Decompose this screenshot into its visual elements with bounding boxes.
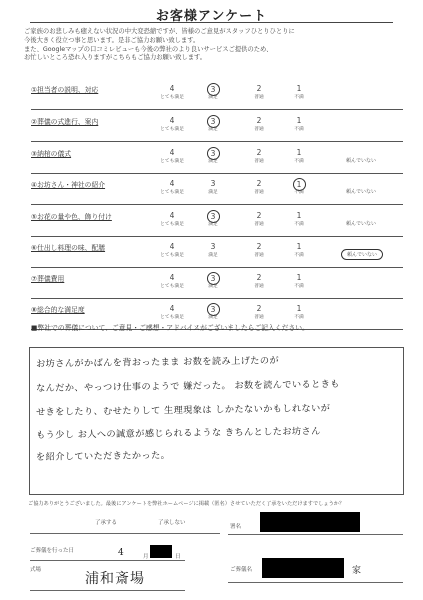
question-divider bbox=[31, 141, 403, 142]
rating-option[interactable] bbox=[193, 241, 233, 259]
not-requested-option[interactable]: 頼んでいない bbox=[345, 221, 376, 227]
rating-option[interactable] bbox=[239, 178, 279, 196]
rating-number: 3 bbox=[207, 83, 220, 96]
rating-option[interactable] bbox=[239, 303, 279, 321]
rating-label: とても満足 bbox=[160, 95, 184, 100]
rating-option[interactable] bbox=[279, 303, 319, 321]
rating-number: 1 bbox=[296, 304, 302, 313]
rating-option[interactable] bbox=[152, 178, 192, 196]
day-redaction bbox=[150, 545, 172, 558]
rating-label: 普通 bbox=[254, 222, 264, 227]
rating-number: 2 bbox=[256, 304, 262, 313]
rating-label: とても満足 bbox=[160, 159, 184, 164]
question-label: ⑥仕出し料理の味、配膳 bbox=[31, 244, 106, 252]
rating-option[interactable] bbox=[239, 210, 279, 228]
rating-label: 不満 bbox=[294, 95, 304, 100]
comment-box bbox=[29, 347, 404, 495]
rating-number: 2 bbox=[256, 148, 262, 157]
comment-section-title: ■弊社での葬儀について、ご意見・ご感想・アドバイスがございましたらご記入ください。 bbox=[31, 324, 309, 332]
rating-option[interactable] bbox=[193, 303, 233, 321]
question-label: ⑦葬儀費用 bbox=[31, 275, 65, 283]
rating-label: 普通 bbox=[254, 315, 264, 320]
rating-option[interactable] bbox=[193, 210, 233, 228]
rating-option[interactable] bbox=[193, 178, 233, 196]
consent-ng-label: 了承しない bbox=[158, 520, 186, 526]
question-label: ②葬儀の式進行、案内 bbox=[31, 118, 99, 126]
venue-underline bbox=[30, 590, 185, 591]
divider bbox=[30, 533, 220, 534]
rating-option[interactable] bbox=[152, 241, 192, 259]
question-divider bbox=[31, 173, 403, 174]
rating-label: 不満 bbox=[294, 190, 304, 195]
question-label: ⑧総合的な満足度 bbox=[31, 306, 85, 314]
consent-text: ご協力ありがとうございました。最後にアンケートを弊社ホームページに掲載（匿名）させていただく了承をいただけますでしょうか？ bbox=[28, 501, 345, 507]
venue-label: 式場 bbox=[30, 567, 42, 573]
intro-text bbox=[24, 28, 404, 63]
rating-number: 3 bbox=[207, 147, 220, 160]
rating-number: 1 bbox=[296, 242, 302, 251]
rating-option[interactable] bbox=[152, 147, 192, 165]
rating-number: 2 bbox=[256, 242, 262, 251]
rating-option[interactable] bbox=[279, 115, 319, 133]
rating-number: 4 bbox=[169, 242, 175, 251]
comment-line: せきをしたり、むせたりして 生理現象は しかたないかもしれないが bbox=[35, 402, 331, 419]
question-divider bbox=[31, 236, 403, 237]
rating-label: 不満 bbox=[294, 127, 304, 132]
question-divider bbox=[31, 267, 403, 268]
page-title: お客様アンケート bbox=[155, 9, 268, 24]
question-label: ③納棺の儀式 bbox=[31, 150, 72, 158]
rating-option[interactable] bbox=[193, 83, 233, 101]
rating-label: 普通 bbox=[254, 284, 264, 289]
question-label: ④お坊さん・神社の紹介 bbox=[31, 181, 106, 189]
rating-number: 1 bbox=[296, 116, 302, 125]
rating-label: 満足 bbox=[208, 284, 218, 289]
rating-label: 満足 bbox=[208, 190, 218, 195]
date-underline bbox=[30, 560, 185, 561]
rating-number: 2 bbox=[256, 84, 262, 93]
intro-line: お忙しいところ恐れ入りますがこちらもご協力お願い致します。 bbox=[24, 54, 207, 62]
rating-option[interactable] bbox=[239, 241, 279, 259]
rating-number: 4 bbox=[169, 304, 175, 313]
rating-label: 不満 bbox=[294, 222, 304, 227]
date-label: ご葬儀を行った日 bbox=[30, 548, 75, 554]
rating-number: 3 bbox=[207, 303, 220, 316]
name-label: 署名 bbox=[230, 524, 242, 530]
rating-number: 4 bbox=[169, 148, 175, 157]
question-divider bbox=[31, 204, 403, 205]
comment-line: なんだか、やっつけ仕事のようで 嫌だった。 お数を読んでいるときも bbox=[35, 378, 340, 395]
rating-number: 2 bbox=[256, 211, 262, 220]
rating-option[interactable] bbox=[279, 241, 319, 259]
chief-underline bbox=[228, 582, 403, 583]
rating-option[interactable] bbox=[152, 83, 192, 101]
rating-option[interactable] bbox=[152, 303, 192, 321]
rating-label: 普通 bbox=[254, 127, 264, 132]
rating-label: とても満足 bbox=[160, 253, 184, 258]
consent-ng-option[interactable] bbox=[158, 518, 186, 526]
question-label: ⑤お花の量や色、飾り付け bbox=[31, 213, 112, 221]
rating-label: 普通 bbox=[254, 190, 264, 195]
rating-option[interactable] bbox=[279, 147, 319, 165]
comment-line: を紹介していただきたかった。 bbox=[35, 450, 171, 463]
rating-label: 不満 bbox=[294, 253, 304, 258]
rating-option[interactable] bbox=[239, 115, 279, 133]
rating-label: 普通 bbox=[254, 253, 264, 258]
not-requested-option[interactable]: 頼んでいない bbox=[345, 158, 376, 164]
question-row bbox=[0, 209, 423, 237]
rating-option[interactable] bbox=[279, 272, 319, 290]
rating-number: 4 bbox=[169, 211, 175, 220]
intro-line: ご家族のお悲しみも癒えない状況の中大変恐縮ですが、皆様のご意見がスタッフひとりひとりに bbox=[24, 28, 295, 35]
consent-ok-option[interactable] bbox=[95, 518, 117, 526]
rating-label: 満足 bbox=[208, 253, 218, 258]
rating-label: 不満 bbox=[294, 159, 304, 164]
rating-number: 3 bbox=[210, 179, 216, 188]
rating-number: 1 bbox=[296, 273, 302, 282]
rating-number: 4 bbox=[169, 179, 175, 188]
rating-label: 満足 bbox=[208, 95, 218, 100]
rating-label: 満足 bbox=[208, 127, 218, 132]
question-divider bbox=[31, 109, 403, 110]
rating-label: とても満足 bbox=[160, 190, 184, 195]
rating-number: 2 bbox=[256, 273, 262, 282]
rating-option[interactable] bbox=[279, 83, 319, 101]
rating-label: 満足 bbox=[208, 159, 218, 164]
rating-label: とても満足 bbox=[160, 127, 184, 132]
question-row bbox=[0, 82, 423, 110]
rating-option[interactable] bbox=[193, 115, 233, 133]
rating-label: とても満足 bbox=[160, 222, 184, 227]
rating-option[interactable] bbox=[279, 210, 319, 228]
comment-line: お坊さんがかばんを背おったまま お数を読み上げたのが bbox=[35, 355, 280, 370]
day-unit: 日 bbox=[175, 554, 181, 560]
rating-number: 4 bbox=[169, 84, 175, 93]
question-row bbox=[0, 177, 423, 205]
name-underline bbox=[228, 534, 403, 535]
rating-label: 満足 bbox=[208, 222, 218, 227]
rating-number: 1 bbox=[296, 148, 302, 157]
rating-label: 普通 bbox=[254, 95, 264, 100]
rating-number: 1 bbox=[293, 178, 306, 191]
intro-line: 今後大きく役立つ事と思います。是非ご協力お願い致します。 bbox=[24, 36, 200, 44]
rating-number: 1 bbox=[296, 211, 302, 220]
rating-label: 普通 bbox=[254, 159, 264, 164]
rating-number: 4 bbox=[169, 273, 175, 282]
rating-number: 3 bbox=[210, 242, 216, 251]
chief-label: ご葬儀名 bbox=[230, 567, 253, 573]
name-redaction bbox=[260, 512, 360, 532]
month-unit: 月 bbox=[143, 554, 149, 560]
question-row bbox=[0, 114, 423, 142]
family-suffix: 家 bbox=[352, 566, 362, 576]
question-row bbox=[0, 146, 423, 174]
rating-option[interactable] bbox=[239, 147, 279, 165]
rating-label: 不満 bbox=[294, 315, 304, 320]
question-divider bbox=[31, 298, 403, 299]
rating-option[interactable] bbox=[239, 83, 279, 101]
rating-label: とても満足 bbox=[160, 315, 184, 320]
comment-line: もう少し お人への誠意が感じられるような きちんとしたお坊さん bbox=[35, 426, 321, 441]
rating-number: 1 bbox=[296, 84, 302, 93]
rating-option[interactable] bbox=[279, 178, 319, 196]
consent-ok-label: 了承する bbox=[95, 520, 118, 526]
title-underline bbox=[30, 22, 393, 23]
rating-option[interactable] bbox=[152, 115, 192, 133]
question-label: ①担当者の説明、対応 bbox=[31, 86, 99, 94]
rating-number: 2 bbox=[256, 116, 262, 125]
rating-number: 3 bbox=[207, 115, 220, 128]
not-requested-option[interactable]: 頼んでいない bbox=[345, 189, 376, 195]
rating-number: 4 bbox=[169, 116, 175, 125]
rating-number: 2 bbox=[256, 179, 262, 188]
month-value: 4 bbox=[118, 548, 124, 558]
rating-label: とても満足 bbox=[160, 284, 184, 289]
rating-option[interactable] bbox=[193, 147, 233, 165]
rating-option[interactable] bbox=[239, 272, 279, 290]
venue-value: 浦和斎場 bbox=[85, 571, 145, 587]
rating-option[interactable] bbox=[152, 210, 192, 228]
rating-number: 3 bbox=[207, 210, 220, 223]
chief-redaction bbox=[262, 558, 344, 578]
rating-option[interactable] bbox=[152, 272, 192, 290]
not-requested-option[interactable]: 頼んでいない bbox=[341, 249, 383, 260]
rating-option[interactable] bbox=[193, 272, 233, 290]
intro-line: また、Googleマップの口コミレビューも今後の弊社のより良いサービスご提供のため、 bbox=[24, 45, 273, 53]
question-row bbox=[0, 271, 423, 299]
question-row bbox=[0, 240, 423, 268]
rating-label: 不満 bbox=[294, 284, 304, 289]
rating-number: 3 bbox=[207, 272, 220, 285]
rating-label: 満足 bbox=[208, 315, 218, 320]
